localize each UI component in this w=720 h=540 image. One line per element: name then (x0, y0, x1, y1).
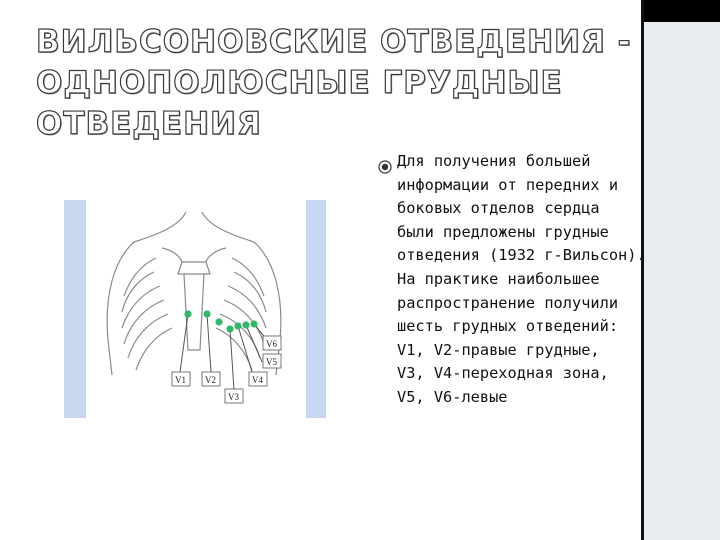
slide-body-text (397, 150, 697, 410)
body-line: были предложены грудные (397, 222, 609, 241)
lead-label-v2: V2 (205, 375, 216, 385)
body-line: боковых отделов сердца (397, 199, 600, 218)
slide-title (36, 22, 636, 145)
lead-label-v3: V3 (228, 392, 239, 402)
body-line: информации от передних и (397, 175, 619, 194)
decorative-side-bar-top (643, 0, 720, 22)
body-line: На практике наибольшее (397, 269, 600, 288)
lead-label-v1: V1 (175, 375, 186, 385)
lead-label-v5: V5 (266, 357, 277, 367)
body-line: отведения (1932 г-Вильсон). (397, 246, 646, 265)
lead-label-v6: V6 (266, 339, 277, 349)
body-line: Для получения большей (397, 152, 591, 170)
body-line: V3, V4-переходная зона, (397, 364, 609, 383)
slide-title-line: ОТВЕДЕНИЯ (36, 106, 262, 142)
slide-title-line: ОДНОПОЛЮСНЫЕ ГРУДНЫЕ (36, 65, 563, 101)
body-line: V5, V6-левые (397, 387, 508, 406)
body-line: распространение получили (397, 293, 619, 312)
body-line: V1, V2-правые грудные, (397, 340, 600, 359)
lead-label-v4: V4 (252, 375, 263, 385)
chest-leads-figure (64, 200, 326, 418)
slide-title-line: ВИЛЬСОНОВСКИЕ ОТВЕДЕНИЯ - (36, 24, 632, 60)
circle-bullet-icon (378, 160, 392, 174)
body-line: шесть грудных отведений: (397, 317, 619, 336)
chest-electrode-diagram-icon (64, 200, 326, 418)
